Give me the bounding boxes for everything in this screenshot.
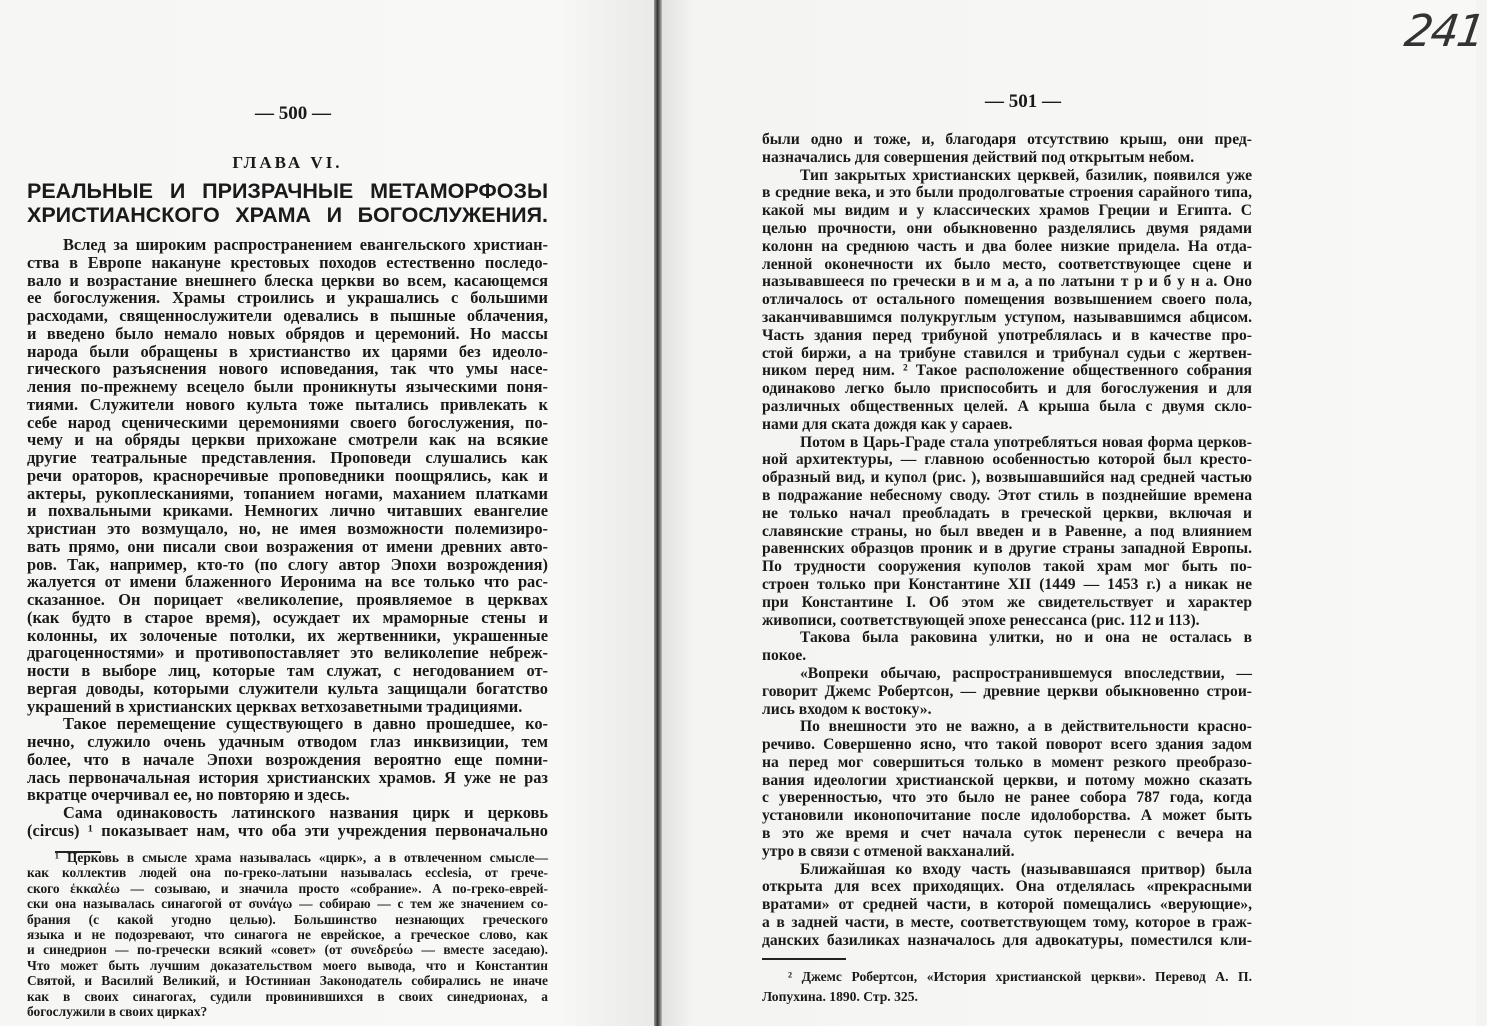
text-line: Часть здания перед трибуной употреблялась и в качестве про-	[762, 326, 1252, 344]
handwritten-page-mark: 241	[1401, 6, 1487, 57]
chapter-heading: ГЛАВА VI.	[232, 153, 343, 172]
text-line: Тип закрытых христианских церквей, базилик, появился уже	[800, 166, 1252, 184]
text-line: ления по-прежнему всецело были проникнуты языческими поня-	[27, 377, 548, 396]
text-line: ной архитектуры, — главною особенностью которой был кресто-	[762, 451, 1252, 469]
text-line: не только начал преобладать в греческой церкви, включая и	[762, 504, 1252, 522]
text-line: гического разъяснения нового исповедания, так что умы насе-	[27, 359, 548, 379]
left-body-text	[27, 236, 548, 840]
chapter-title	[27, 179, 548, 227]
text-line: ее богослужения. Храмы строились и украшались с большими	[27, 288, 548, 308]
text-line: По трудности сооружения куполов такой храм мог быть по-	[762, 558, 1252, 576]
text-line: себе народ сценическими церемониями своего богослужения, по-	[27, 412, 548, 432]
text-line: с уверенностью, что это было не ранее собора 787 года, когда	[762, 789, 1252, 807]
chapter-title-line: ХРИСТИАНСКОГО ХРАМА И БОГОСЛУЖЕНИЯ.	[27, 203, 548, 227]
text-line: в подражание небесному своду. Этот стиль в позднейшие времена	[762, 486, 1252, 504]
text-line: другие театральные представления. Проповеди слушались как	[27, 448, 548, 467]
text-line: равеннских образцов проник и в другие страны западной Европы.	[762, 540, 1252, 558]
text-line: колонн на среднюю часть и два более низкие придела. На отда-	[762, 237, 1252, 255]
text-line: Такое перемещение существующего в давно прошедшее, ко-	[63, 714, 548, 734]
text-line: драгоценностями» и противопоставляет это великолепие небреж-	[27, 643, 548, 663]
book-gutter	[654, 0, 662, 1026]
text-line: ства в Европе накануне крестовых походов естественно последо-	[27, 252, 548, 272]
footnote-line: как в своих синагогах, судили провинившихся в своих синедрионах, а	[27, 988, 548, 1004]
footnote-line: Лопухина. 1890. Стр. 325.	[762, 989, 918, 1004]
footnote-line: Что может быть лучшим доказательством моего вывода, что и Константин	[27, 957, 548, 973]
text-line: заканчивавшимся полукруглым уступом, называвшимся абцисом.	[762, 308, 1252, 326]
text-line: при Константине I. Об этом же свидетельствует и характер	[762, 593, 1252, 611]
text-line: вало и возрастание внешнего блеска церкви во всем, касающемся	[27, 270, 548, 290]
text-line: украшений в христианских церквах ветхозаветными традициями.	[27, 696, 523, 716]
text-line: тиями. Служители нового культа тоже пытались привлекать к	[27, 394, 548, 414]
text-line: По внешности это не важно, а в действительности красно-	[800, 718, 1252, 736]
text-line: в средние века, и это были продолговатые строения сарайного типа,	[762, 184, 1252, 202]
footnote-divider	[762, 958, 846, 960]
text-line: в это же время и счет начала суток перенесли с вечера на	[762, 825, 1252, 843]
text-line: были одно и тоже, и, благодаря отсутствию крыш, они пред-	[762, 131, 1252, 148]
left-page	[0, 0, 655, 1026]
footnote-line: и синедрион — по-гречески всякий «совет» (от συνεδρεύω — вместе заседаю).	[27, 942, 548, 958]
text-line: данских базиликах назначалось для адвокатуры, поместился кли-	[762, 931, 1252, 949]
text-line: какой мы видим и у классических храмов Греции и Египта. С	[762, 202, 1252, 220]
text-line: Такова была раковина улитки, но и она не осталась в	[800, 629, 1252, 647]
text-line: открыта для всех приходящих. Она отделялась «прекрасными	[762, 878, 1252, 896]
left-footnote	[27, 850, 548, 1019]
text-line: образный вид, и купол (рис. ), возвышавшийся над средней частью	[762, 469, 1252, 487]
text-line: живописи, соответствующей эпохе ренессанса (рис. 112 и 113).	[762, 611, 1200, 629]
text-line: вратами» от средней части, в которой помещались «верующие»,	[762, 896, 1252, 914]
text-line: (как будто в старое время), осуждает их мраморные стены и	[27, 607, 548, 627]
right-footnote	[762, 967, 1252, 1007]
text-line: речиво. Совершенно ясно, что такой поворот всего здания задом	[762, 736, 1252, 754]
text-line: Вслед за широким распространением евангельского христиан-	[63, 235, 548, 254]
text-line: вания идеологии христианской церкви, и потому можно сказать	[762, 771, 1252, 789]
text-line: актеры, рукоплесканиями, топанием ногами, маханием платками	[27, 483, 548, 503]
text-line: установили иконопочитание после идолоборства. А может быть	[762, 807, 1252, 825]
text-line: стой биржи, а на трибуне ставился и трибунал судьи с жертвен-	[762, 344, 1252, 362]
text-line: ником перед ним. ² Такое расположение общественного собрания	[762, 362, 1252, 380]
text-line: ности в выборе лиц, которые там служат, с негодованием от-	[27, 661, 548, 680]
text-line: колонны, их золоченые потолки, их жертвенники, украшенные	[27, 625, 548, 645]
text-line: вергая доводы, которыми служители культа защищали богатство	[27, 678, 548, 698]
text-line: на перед мог совершиться только в момент резкого преобразо-	[762, 753, 1252, 771]
text-line: вкратце очерчивал ее, но повторяю и здесь.	[27, 785, 350, 805]
text-line: нечно, служило очень удачным отводом глаз инквизиции, тем	[27, 732, 548, 751]
text-line: народа были обращены в христианство их царями без идеоло-	[27, 341, 548, 361]
text-line: целью прочности, они обыкновенно разделялись двумя рядами	[762, 219, 1252, 237]
footnote-line: богослужили в своих цирках?	[27, 1004, 208, 1020]
text-line: называвшееся по гречески в и м а, а по латыни т р и б у н а. Оно	[762, 273, 1252, 291]
text-line: христиан это возмущало, но, не имея возможности полемизиро-	[27, 519, 548, 538]
text-line: отличалось от остального помещения возвышением своего пола,	[762, 291, 1252, 309]
footnote-line: как коллектив людей она по-греко-латыни называлась ecclesia, от грече-	[27, 865, 548, 881]
footnote-line: Святой, и Василий Великий, и Юстиниан Законодатель собирались не иначе	[27, 973, 548, 989]
text-line: назначались для совершения действий под открытым небом.	[762, 148, 1195, 166]
text-line: говорит Джемс Робертсон, — древние церкви обыкновенно строи-	[762, 682, 1252, 700]
text-line: Ближайшая ко входу часть (называвшаяся притвор) была	[800, 860, 1252, 878]
text-line: и похвальными криками. Немногих лично читавших евангелие	[27, 501, 548, 521]
text-line: лась первоначальная история христианских храмов. Я уже не раз	[27, 767, 548, 787]
text-line: Сама одинаковость латинского названия цирк и церковь	[63, 803, 548, 822]
text-line: строен только при Константине XII (1449 — 1453 г.) а никак не	[762, 575, 1252, 593]
text-line: различных общественных целей. А крыша была с двумя скло-	[762, 397, 1252, 415]
text-line: а в задней части, в месте, соответствующем тому, которое в граж-	[762, 914, 1252, 932]
text-line: и введено было немало новых обрядов и церемоний. Но массы	[27, 323, 548, 343]
footnote-line: ¹ Церковь в смысле храма называлась «цирк», а в отвлеченном смысле—	[55, 850, 548, 865]
text-line: славянские страны, но был введен и в Равенне, а под влиянием	[762, 522, 1252, 540]
page-number: — 501 —	[985, 91, 1061, 112]
text-line: ров. Так, например, кто-то (по слогу автор Эпохи возрождения)	[27, 554, 548, 574]
text-line: сказанное. Он порицает «великолепие, проявляемое в церквах	[27, 590, 548, 609]
footnote-line: ски она называлась синагогой от συνάγω — собираю — с тем же значением со-	[27, 896, 548, 912]
text-line: одинаково легко было приспособить и для богослужения и для	[762, 380, 1252, 398]
text-line: нами для ската дождя как у сараев.	[762, 415, 1013, 433]
footnote-line: языка и не подозревают, что синагога не еврейское, а греческое слово, как	[27, 927, 548, 943]
text-line: покое.	[762, 647, 807, 665]
right-body-text	[762, 131, 1252, 950]
text-line: жалуется от имени блаженного Иеронима на все только что рас-	[27, 572, 548, 592]
footnote-line: брания (с какой угодно целью). Большинство незнающих греческого	[27, 911, 548, 927]
text-line: Потом в Царь-Граде стала употребляться новая форма церков-	[800, 433, 1252, 451]
text-line: лись входом к востоку».	[762, 700, 932, 718]
text-line: более, что в начале Эпохи возрождения вероятно еще помни-	[27, 749, 548, 769]
text-line: утро в связи с отменой вакханалий.	[762, 842, 1015, 860]
footnote-line: ² Джемс Робертсон, «История христианской церкви». Перевод А. П.	[788, 969, 1252, 984]
text-line: ленной оконечности их было место, соответствующее сцене и	[762, 255, 1252, 273]
footnote-line: ского ἐκκαλέω — созываю, и значила просто «собрание». А по-греко-еврей-	[27, 880, 548, 896]
text-line: «Вопреки обычаю, распространившемуся впоследствии, —	[800, 664, 1252, 682]
text-line: вать прямо, они писали свои возражения от имени древних авто-	[27, 536, 548, 556]
chapter-title-line: РЕАЛЬНЫЕ И ПРИЗРАЧНЫЕ МЕТАМОРФОЗЫ	[27, 179, 548, 203]
text-line: расходами, священнослужители одевались в пышные облачения,	[27, 306, 548, 325]
page-number: — 500 —	[255, 103, 331, 124]
text-line: речи ораторов, красноречивые проповедники поощрялись, как и	[27, 465, 548, 485]
text-line: чему и на обряды церкви прихожане смотрели как на всякие	[27, 430, 548, 450]
text-line: (circus) ¹ показывает нам, что оба эти учреждения первоначально	[27, 820, 548, 840]
